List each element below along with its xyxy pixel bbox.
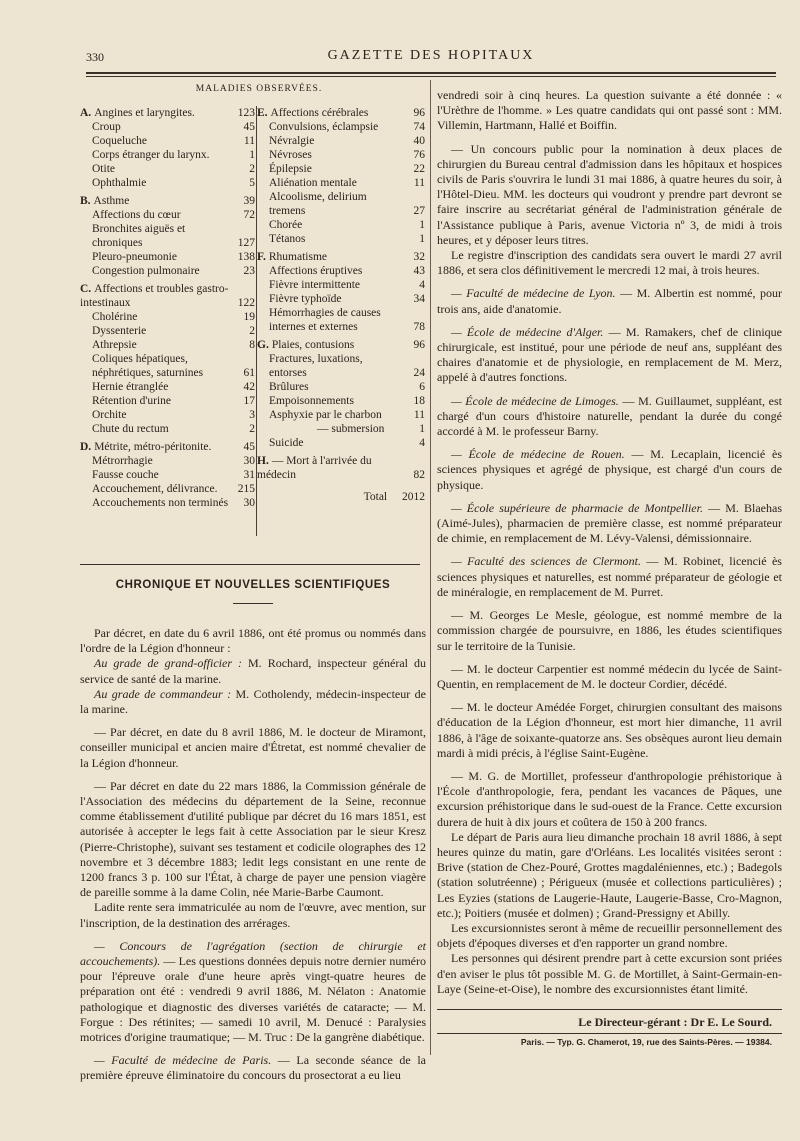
- disease-count: 1: [419, 233, 425, 245]
- disease-label: [80, 264, 255, 278]
- disease-label: [80, 250, 255, 264]
- disease-label: [257, 250, 425, 264]
- disease-label: [257, 218, 425, 232]
- paragraph: [437, 830, 782, 921]
- category-letter: D.: [80, 441, 92, 453]
- disease-count: 4: [419, 279, 425, 291]
- disease-label: [80, 454, 255, 468]
- disease-row: [257, 394, 427, 408]
- disease-name: Métrorrhagie: [92, 455, 153, 467]
- disease-row: [257, 162, 427, 176]
- disease-count: 72: [243, 209, 255, 221]
- paragraph-text: — M. Georges Le Mesle, géologue, est nommé membre de la commission chargée de poursuivre, en 1886, les études scientifiques sur le territoire de la Tunisie.: [437, 608, 782, 653]
- paragraph-text: — M. Robinet, licencié ès sciences physiques et naturelles, est nommé préparateur de géologie et de minéralogie, en remplacement de M. Purret.: [437, 554, 782, 599]
- paragraph-text: Les personnes qui désirent prendre part à cette excursion sont priées d'en aviser le plus tôt possible M. G. de Mortillet, à Saint-Germain-en-Laye (Seine-et-Oise), le nombre des excursionnistes étant limité.: [437, 951, 782, 996]
- disease-row: [257, 352, 427, 380]
- disease-count: 215: [237, 483, 255, 495]
- disease-count: 32: [413, 251, 425, 263]
- disease-name: Accouchements non terminés: [92, 497, 229, 509]
- paragraph-text: — Un concours public pour la nomination à deux places de chirurgien du Bureau central d'admission dans les hôpitaux et hospices civils de Paris s'ouvrira le lundi 31 mai 1886, à quatre heures du soir, à l'Hôtel-Dieu. MM. les docteurs qui voudront y prendre part devront se faire inscrire au secrétariat général de l'administration générale de l'Assistance publique à Paris, avenue Victoria nº 3, de midi à trois heures, et y déposer leurs titres.: [437, 141, 782, 247]
- paragraph-italic: — Concours de l'agrégation (section de chirurgie et accouchements).: [80, 938, 426, 969]
- disease-name: Affections et troubles gastro-intestinaux: [80, 283, 229, 309]
- paragraph: [437, 248, 782, 278]
- paragraph-italic: — École de médecine de Rouen.: [451, 447, 625, 462]
- disease-label: [257, 134, 425, 148]
- disease-row: [80, 338, 257, 352]
- small-rule: [233, 603, 273, 604]
- disease-label: [80, 208, 255, 222]
- disease-name: Plaies, contusions: [271, 339, 355, 351]
- disease-count: 2: [249, 423, 255, 435]
- paragraph: [437, 700, 782, 761]
- disease-name: Bronchites aiguës et chroniques: [92, 223, 186, 249]
- disease-row: [257, 250, 427, 264]
- paragraph: [437, 325, 782, 386]
- disease-name: Orchite: [92, 409, 127, 421]
- disease-count: 30: [243, 455, 255, 467]
- disease-row: [257, 232, 427, 246]
- disease-name: Suicide: [269, 437, 304, 449]
- disease-count: 127: [237, 237, 255, 249]
- page-number: 330: [86, 50, 104, 64]
- paragraph-italic: Au grade de grand-officier :: [94, 656, 249, 671]
- disease-count: 23: [243, 265, 255, 277]
- header-rule-thin: [86, 76, 776, 77]
- disease-label: [257, 454, 425, 482]
- disease-label: [80, 440, 255, 454]
- paragraph: [80, 656, 426, 686]
- disease-row: [257, 422, 427, 436]
- paragraph-text: Les excursionnistes seront à même de recueillir personnellement des objets d'époques diverses et d'en rapporter un grand nombre.: [437, 920, 782, 951]
- disease-name: Affections du cœur: [92, 209, 181, 221]
- disease-row: [80, 394, 257, 408]
- disease-count: 1: [419, 219, 425, 231]
- disease-row: [80, 468, 257, 482]
- disease-row: [80, 208, 257, 222]
- disease-row: [80, 264, 257, 278]
- disease-name: — submersion: [317, 423, 385, 435]
- disease-count: 96: [413, 107, 425, 119]
- disease-name: Affections cérébrales: [270, 107, 369, 119]
- disease-count: 11: [413, 409, 425, 421]
- disease-name: Névroses: [269, 149, 312, 161]
- disease-label: [257, 292, 425, 306]
- disease-name: Alcoolisme, delirium tremens: [269, 191, 367, 217]
- disease-count: 11: [243, 135, 255, 147]
- disease-label: [257, 106, 425, 120]
- diseases-subcolumn-right: [256, 106, 427, 536]
- disease-label: [257, 176, 425, 190]
- disease-row: [80, 440, 257, 454]
- disease-count: 11: [413, 177, 425, 189]
- disease-name: Cholérine: [92, 311, 138, 323]
- disease-count: 82: [413, 469, 425, 481]
- disease-label: [80, 468, 255, 482]
- disease-name: Asthme: [93, 195, 130, 207]
- disease-name: Empoisonnements: [269, 395, 354, 407]
- paragraph-text: M. Cotholendy, médecin-inspecteur de la marine.: [80, 686, 426, 717]
- category-letter: A.: [80, 107, 92, 119]
- disease-name: Corps étranger du larynx.: [92, 149, 210, 161]
- paragraph-italic: — Faculté de médecine de Lyon.: [451, 286, 616, 301]
- disease-label: [257, 232, 425, 246]
- paragraph-text: — Par décret, en date du 8 avril 1886, M. le docteur de Miramont, conseiller municipal et ancien maire d'Étretat, est nommé chevalier de la Légion d'honneur.: [80, 725, 426, 770]
- disease-count: 40: [413, 135, 425, 147]
- disease-name: Névralgie: [269, 135, 315, 147]
- disease-count: 2: [249, 325, 255, 337]
- disease-name: Accouchement, délivrance.: [92, 483, 218, 495]
- disease-label: [80, 162, 255, 176]
- paragraph-italic: — Faculté de médecine de Paris.: [94, 1053, 272, 1068]
- disease-name: Croup: [92, 121, 121, 133]
- disease-count: 4: [419, 437, 425, 449]
- signature: Le Directeur-gérant : Dr E. Le Sourd.: [437, 1009, 782, 1030]
- disease-count: 123: [237, 107, 255, 119]
- disease-label: [257, 352, 425, 380]
- disease-row: [80, 250, 257, 264]
- disease-name: Chorée: [269, 219, 303, 231]
- disease-label: [80, 352, 255, 380]
- paragraph-text: — M. Albertin est nommé, pour trois ans, aide d'anatomie.: [437, 286, 783, 316]
- disease-name: Tétanos: [269, 233, 306, 245]
- disease-row: [80, 134, 257, 148]
- disease-row: [80, 422, 257, 436]
- disease-count: 78: [413, 321, 425, 333]
- disease-row: [80, 106, 257, 120]
- disease-row: [80, 454, 257, 468]
- disease-count: 74: [413, 121, 425, 133]
- paragraph-italic: — Faculté des sciences de Clermont.: [451, 554, 641, 569]
- disease-label: [257, 190, 425, 218]
- disease-row: [257, 190, 427, 218]
- paragraph: [80, 779, 426, 901]
- disease-count: 18: [413, 395, 425, 407]
- paragraph: [437, 142, 782, 248]
- disease-row: [80, 120, 257, 134]
- disease-row: [80, 194, 257, 208]
- disease-label: [257, 394, 425, 408]
- disease-label: [80, 422, 255, 436]
- disease-name: Hémorrhagies de causes internes et externes: [269, 307, 381, 333]
- paragraph-text: Le départ de Paris aura lieu dimanche prochain 18 avril 1886, à sept heures quinze du matin, gare d'Orléans. Les localités visitées seront : Brive (station de Chez-Pouré, Grottes magdaléniennes, etc.) ; Badegols (station solutréenne) ; Périgueux (musée et collections particulières) ; Les Eyzies (stations de Laugerie-Haute, Laugerie-Basse, Cro-Magnon, etc.); Poitiers (musée et dolmen) ; Grand-Pressigny et Abilly.: [437, 829, 782, 920]
- disease-name: Fausse couche: [92, 469, 159, 481]
- disease-label: [80, 194, 255, 208]
- disease-label: [257, 120, 425, 134]
- disease-label: [257, 380, 425, 394]
- disease-row: [257, 278, 427, 292]
- disease-label: [80, 176, 255, 190]
- disease-count: 5: [249, 177, 255, 189]
- paragraph: [80, 939, 426, 1045]
- category-letter: F.: [257, 251, 266, 263]
- paragraph-italic: — École de médecine de Limoges.: [451, 393, 619, 408]
- disease-name: Affections éruptives: [269, 265, 363, 277]
- section-heading: CHRONIQUE ET NOUVELLES SCIENTIFIQUES: [115, 579, 391, 591]
- paragraph-text: Ladite rente sera immatriculée au nom de l'œuvre, avec mention, sur l'inscription, de la destination des arrérages.: [80, 900, 426, 930]
- total-value: 2012: [402, 491, 425, 503]
- disease-name: Chute du rectum: [92, 423, 169, 435]
- disease-name: Brûlures: [269, 381, 309, 393]
- paragraph-text: — M. G. de Mortillet, professeur d'anthropologie préhistorique à l'École d'anthropologie, fera, pendant les vacances de Pâques, une excursion préhistorique dans le sud-ouest de la France. Cette excursion durera de huit à dix jours et coûtera de 150 à 200 francs.: [437, 768, 782, 829]
- paragraph-text: vendredi soir à cinq heures. La question suivante a été donnée : « l'Urèthre de l'homme. » Les quatre candidats qui ont passé sont : MM. Villemin, Hartmann, Hallé et Boiffin.: [437, 88, 782, 133]
- disease-row: [257, 436, 427, 450]
- paragraph: [80, 687, 426, 717]
- disease-count: 76: [413, 149, 425, 161]
- running-title: GAZETTE DES HOPITAUX: [327, 48, 535, 63]
- paragraph: [437, 951, 782, 997]
- disease-name: Asphyxie par le charbon: [269, 409, 382, 421]
- disease-label: [80, 408, 255, 422]
- disease-row: [80, 282, 257, 310]
- paragraph: [437, 286, 782, 316]
- disease-count: 30: [243, 497, 255, 509]
- paragraph-text: Le registre d'inscription des candidats sera ouvert le mardi 27 avril 1886, et sera clos définitivement le mercredi 12 mai, à trois heures.: [437, 248, 782, 278]
- disease-label: [80, 394, 255, 408]
- disease-name: Otite: [92, 163, 115, 175]
- disease-row: [80, 352, 257, 380]
- paragraph-text: — M. Ramakers, chef de clinique chirurgicale, est institué, pour une période de neuf ans, suppléant des chaires d'anatomie et de physiologie, en remplacement de M. Merz, appelé à d'autres fonctions.: [437, 324, 783, 385]
- paragraph: [80, 900, 426, 930]
- paragraph-text: — M. Lecaplain, licencié ès sciences physiques et agrégé de physique, est chargé d'un cours de physique.: [437, 447, 782, 492]
- paragraph: [437, 447, 782, 493]
- paragraph-text: — Par décret en date du 22 mars 1886, la Commission générale de l'Association des médecins du département de la Seine, reconnue comme établissement d'utilité publique par décret du 16 mars 1851, est autorisée à accepter le legs fait à cette Association par le sieur Kresz (Pierre-Christophe), suivant ses testament et codicile olographes des 12 novembre et 3 décembre 1883; ledit legs consistant en une rente de 1200 francs 3 p. 100 sur l'État, à charge de payer une pension viagère de pareille somme à la dame Colin, née Marie-Barbe Caumont.: [80, 778, 426, 900]
- paragraph-text: — Les questions données depuis notre dernier numéro pour l'épreuve orale d'une heure après vingt-quatre heures de préparation ont été : vendredi 9 avril 1886, M. Nélaton : Anatomie pathologique et diagnostic des diverses variétés de cataracte; — M. Forgue : Des rétinites; — samedi 10 avril, M. Denucé : Paralysies motrices d'origine traumatique; — M. Truc : De la gangrène diabétique.: [80, 954, 426, 1045]
- disease-label: [80, 310, 255, 324]
- diseases-table: [80, 84, 426, 554]
- disease-label: [257, 436, 425, 450]
- disease-row: [257, 408, 427, 422]
- paragraph: [437, 921, 782, 951]
- disease-row: [80, 176, 257, 190]
- disease-row: [257, 338, 427, 352]
- disease-count: 42: [243, 381, 255, 393]
- disease-count: 2: [249, 163, 255, 175]
- total-label: Total: [363, 491, 388, 503]
- disease-label: [80, 282, 255, 310]
- disease-name: Congestion pulmonaire: [92, 265, 200, 277]
- disease-name: Coliques hépatiques, néphrétiques, saturnines: [92, 353, 204, 379]
- disease-count: 8: [249, 339, 255, 351]
- disease-row: [80, 496, 257, 510]
- disease-name: Fièvre intermittente: [269, 279, 361, 291]
- disease-label: [257, 422, 425, 436]
- disease-name: Dyssenterie: [92, 325, 147, 337]
- disease-count: 1: [249, 149, 255, 161]
- paragraph: [437, 662, 782, 692]
- paragraph-italic: — École de médecine d'Alger.: [451, 324, 604, 339]
- category-letter: H.: [257, 455, 269, 467]
- disease-row: [257, 148, 427, 162]
- disease-count: 3: [249, 409, 255, 421]
- disease-name: — Mort à l'arrivée du médecin: [257, 455, 372, 481]
- disease-row: [257, 218, 427, 232]
- disease-count: 22: [413, 163, 425, 175]
- left-column: [80, 84, 426, 1084]
- disease-name: Pleuro-pneumonie: [92, 251, 177, 263]
- right-column: [437, 88, 782, 1047]
- diseases-subcolumn-left: [80, 106, 257, 510]
- disease-name: Hernie étranglée: [92, 381, 169, 393]
- paragraph-text: — M. le docteur Carpentier est nommé médecin du lycée de Saint-Quentin, en remplacement de M. le docteur Cordier, décédé.: [437, 661, 782, 691]
- disease-row: [257, 306, 427, 334]
- disease-name: Angines et laryngites.: [94, 107, 195, 119]
- disease-row: [257, 134, 427, 148]
- disease-row: [257, 380, 427, 394]
- category-letter: E.: [257, 107, 268, 119]
- disease-label: [257, 306, 425, 334]
- disease-name: Rhumatisme: [268, 251, 327, 263]
- paragraph-italic: — École supérieure de pharmacie de Montpellier.: [451, 500, 703, 515]
- paragraph: [437, 608, 782, 654]
- disease-name: Athrepsie: [92, 339, 137, 351]
- paragraph: [437, 88, 782, 134]
- paragraph-text: M. Rochard, inspecteur général du service de santé de la marine.: [80, 656, 426, 686]
- disease-count: 17: [243, 395, 255, 407]
- disease-count: 1: [419, 423, 425, 435]
- paragraph-text: — La seconde séance de la première épreuve éliminatoire du concours du prosectorat a eu lieu: [80, 1053, 427, 1083]
- disease-row: [80, 380, 257, 394]
- paragraph: [80, 626, 426, 656]
- printer-line: Paris. — Typ. G. Chamerot, 19, rue des Saints-Pères. — 19384.: [437, 1033, 782, 1047]
- disease-count: 34: [413, 293, 425, 305]
- disease-row: [80, 162, 257, 176]
- disease-row: [80, 222, 257, 250]
- disease-count: 27: [413, 205, 425, 217]
- paragraph: [437, 501, 782, 547]
- paragraph: [80, 725, 426, 771]
- category-letter: B.: [80, 195, 91, 207]
- disease-label: [80, 380, 255, 394]
- paragraph: [80, 1053, 426, 1083]
- diseases-table-title: MALADIES OBSERVÉES.: [195, 84, 323, 94]
- disease-label: [80, 496, 255, 510]
- disease-row: [80, 324, 257, 338]
- disease-row: [257, 176, 427, 190]
- disease-row: [80, 148, 257, 162]
- disease-count: 61: [243, 367, 255, 379]
- disease-label: [257, 408, 425, 422]
- paragraph-text: Par décret, en date du 6 avril 1886, ont été promus ou nommés dans l'ordre de la Légion d'honneur :: [80, 626, 426, 656]
- disease-row: [257, 264, 427, 278]
- disease-row: [257, 106, 427, 120]
- disease-name: Ophthalmie: [92, 177, 147, 189]
- disease-label: [80, 106, 255, 120]
- disease-name: Fractures, luxations, entorses: [269, 353, 363, 379]
- disease-count: 39: [243, 195, 255, 207]
- disease-count: 6: [419, 381, 425, 393]
- column-divider: [430, 80, 431, 1055]
- paragraph-italic: Au grade de commandeur :: [94, 686, 236, 701]
- category-letter: C.: [80, 283, 92, 295]
- disease-label: [257, 278, 425, 292]
- disease-label: [257, 162, 425, 176]
- disease-name: Rétention d'urine: [92, 395, 172, 407]
- disease-label: [80, 482, 255, 496]
- disease-label: [80, 148, 255, 162]
- paragraph-text: — M. Blaehas (Aimé-Jules), pharmacien de première classe, est nommé préparateur de chimie, en remplacement de M. Lévy-Valensi, démissionnaire.: [437, 500, 783, 546]
- disease-label: [80, 324, 255, 338]
- disease-row: [257, 292, 427, 306]
- disease-label: [80, 134, 255, 148]
- disease-row: [80, 310, 257, 324]
- disease-row: [80, 408, 257, 422]
- left-article-text: [80, 626, 426, 1084]
- disease-row: [257, 120, 427, 134]
- disease-count: 24: [413, 367, 425, 379]
- disease-label: [257, 148, 425, 162]
- disease-count: 43: [413, 265, 425, 277]
- paragraph-text: — M. Guillaumet, suppléant, est chargé d'un cours d'histoire naturelle, pendant la durée du congé accordé à M. le professeur Barny.: [437, 393, 782, 439]
- disease-label: [80, 338, 255, 352]
- disease-name: Coqueluche: [92, 135, 147, 147]
- disease-count: 138: [237, 251, 255, 263]
- page-header: [86, 48, 776, 68]
- disease-row: [80, 482, 257, 496]
- disease-name: Aliénation mentale: [269, 177, 357, 189]
- disease-count: 45: [243, 121, 255, 133]
- disease-name: Fièvre typhoïde: [269, 293, 342, 305]
- disease-count: 45: [243, 441, 255, 453]
- paragraph: [437, 554, 782, 600]
- disease-name: Épilepsie: [269, 163, 312, 175]
- paragraph-text: — M. le docteur Amédée Forget, chirurgien consultant des maisons d'éducation de la Légion d'honneur, est mort hier dimanche, 11 avril 1886, à l'âge de soixante-quatorze ans. Ses obsèques auront lieu demain mardi à midi précis, à l'église Saint-Eugène.: [437, 700, 782, 760]
- disease-name: Convulsions, éclampsie: [269, 121, 379, 133]
- disease-row: [257, 454, 427, 482]
- right-article-text: [437, 88, 782, 997]
- section-rule: [80, 564, 420, 565]
- disease-count: 31: [243, 469, 255, 481]
- disease-label: [257, 338, 425, 352]
- paragraph: [437, 769, 782, 830]
- disease-count: 96: [413, 339, 425, 351]
- category-letter: G.: [257, 339, 269, 351]
- disease-label: [80, 120, 255, 134]
- disease-count: 122: [237, 297, 255, 309]
- disease-label: [257, 264, 425, 278]
- disease-count: 19: [243, 311, 255, 323]
- total-row: [257, 490, 427, 504]
- paragraph: [437, 394, 782, 440]
- disease-label: [80, 222, 255, 250]
- disease-name: Métrite, métro-péritonite.: [94, 441, 212, 453]
- header-rule: [86, 72, 776, 74]
